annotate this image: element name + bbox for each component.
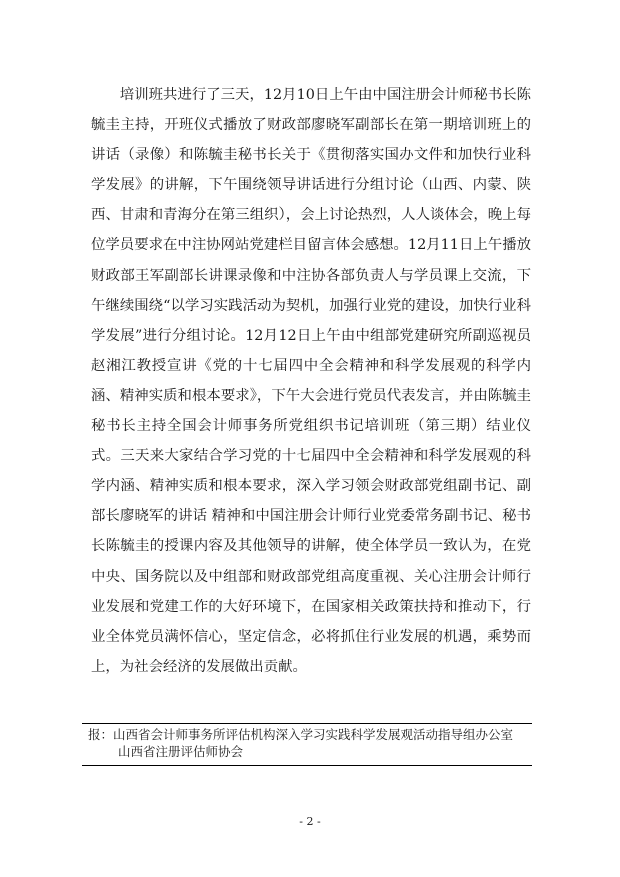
report-line-1: 报：山西省会计师事务所评估机构深入学习实践科学发展观活动指导组办公室 (88, 727, 514, 742)
report-line-2: 山西省注册评估师协会 (118, 744, 244, 759)
body-paragraph: 培训班共进行了三天，12月10日上午由中国注册会计师秘书长陈毓圭主持，开班仪式播放了财政部廖晓军副部长在第一期培训班上的讲话（录像）和陈毓圭秘书长关于《贯彻落实国办文件和加快行业科学发展》的讲解，下午围绕领导讲话进行分组讨论（山西、内蒙、陕西、甘肃和青海分在第三组织），会上讨论热烈，人人谈体会，晚上每位学员要求在中注协网站党建栏目留言体会感想。12月11日上午播放财政部王军副部长讲课录像和中注协各部负责人与学员课上交流，下午继续围绕“以学习实践活动为契机，加强行业党的建设，加快行业科学发展”进行分组讨论。12月12日上午由中组部党建研究所副巡视员赵湘江教授宣讲《党的十七届四中全会精神和科学发展观的科学内涵、精神实质和根本要求》，下午大会进行党员代表发言，并由陈毓圭秘书长主持全国会计师事务所党组织书记培训班（第三期）结业仪式。三天来大家结合学习党的十七届四中全会精神和科学发展观的科学内涵、精神实质和根本要求，深入学习领会财政部党组副书记、副部长廖晓军的讲话 精神和中国注册会计师行业党委常务副书记、秘书长陈毓圭的授课内容及其他领导的讲解，使全体学员一致认为，在党中央、国务院以及中组部和财政部党组高度重视、关心注册会计师行业发展和党建工作的大好环境下，在国家相关政策扶持和推动下，行业全体党员满怀信心，坚定信念，必将抓住行业发展的机遇，乘势而上，为社会经济的发展做出贡献。 (91, 87, 531, 675)
report-recipients (88, 726, 534, 760)
report-bottom-rule (82, 765, 532, 766)
page-number: - 2 - (299, 815, 321, 828)
report-top-rule (82, 723, 532, 724)
